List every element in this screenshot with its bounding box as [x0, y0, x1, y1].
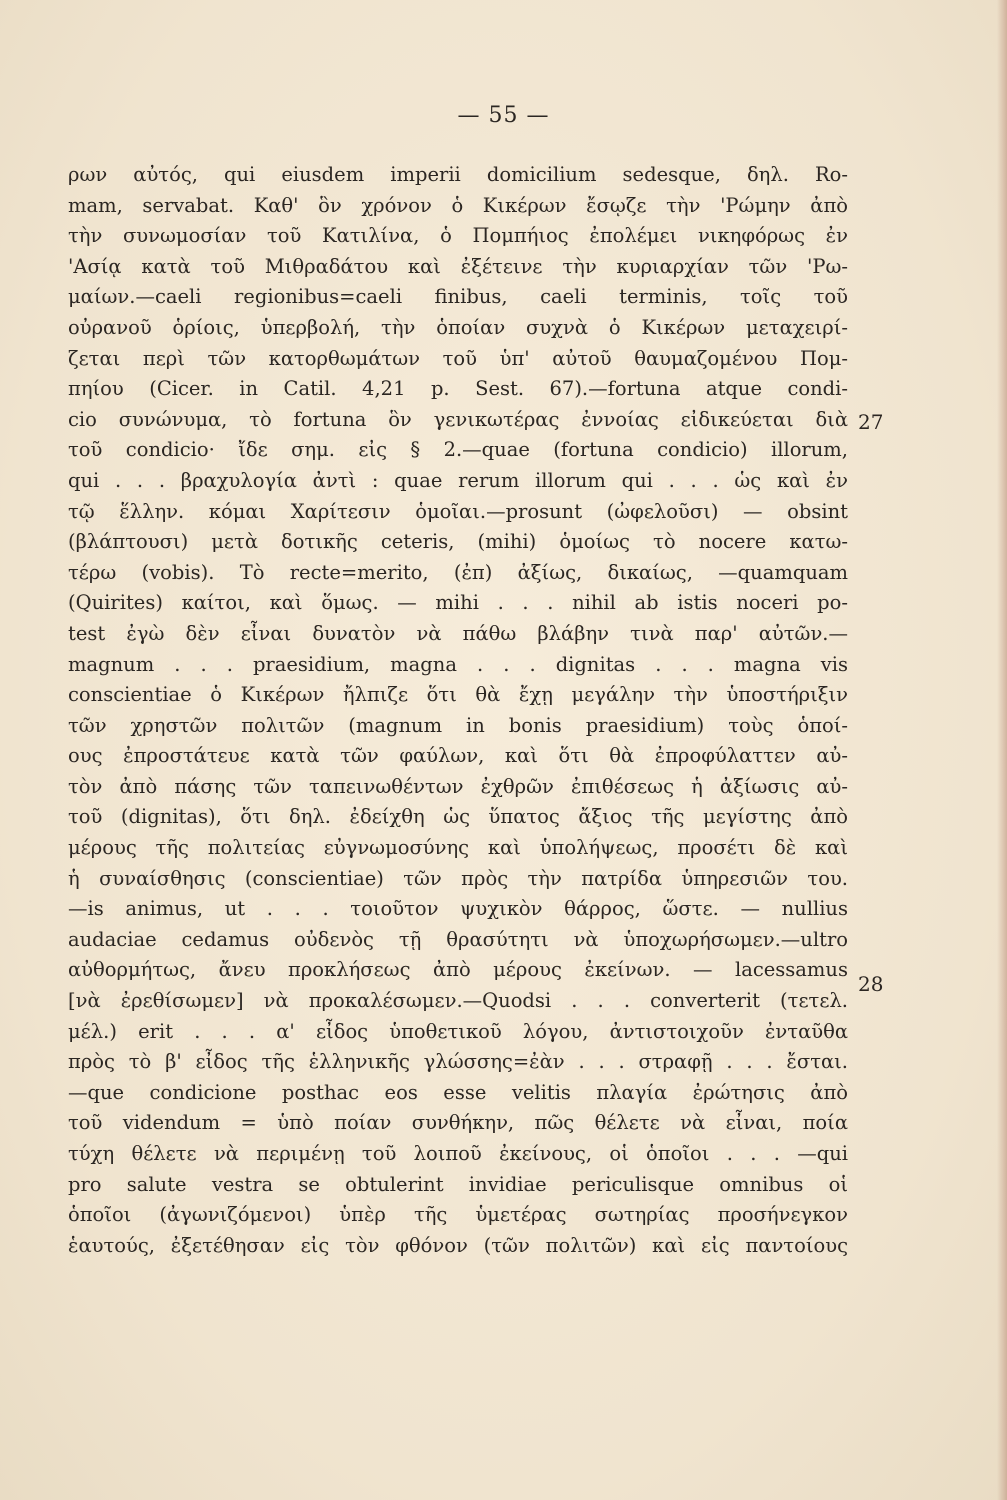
- page-edge: [997, 0, 1007, 1500]
- text-line: —que condicione posthac eos esse velitis πλαγία ἐρώτησις ἀπὸ: [68, 1080, 848, 1104]
- text-line: ζεται περὶ τῶν κατορθωμάτων τοῦ ὑπ' αὐτοῦ θαυμαζομένου Πομ-: [68, 346, 848, 370]
- text-line: τοῦ (dignitas), ὅτι δηλ. ἐδείχθη ὡς ὕπατος ἄξιος τῆς μεγίστης ἀπὸ: [68, 805, 848, 829]
- text-line: τὴν συνωμοσίαν τοῦ Κατιλίνα, ὁ Πομπήιος ἐπολέμει νικηφόρως ἐν: [68, 224, 848, 248]
- text-line: ους ἐπροστάτευε κατὰ τῶν φαύλων, καὶ ὅτι θὰ ἐπροφύλαττεν αὐ-: [68, 744, 848, 768]
- text-line: pro salute vestra se obtulerint invidiae periculisque omnibus οἱ: [68, 1172, 848, 1196]
- text-line: 'Ασίᾳ κατὰ τοῦ Μιθραδάτου καὶ ἐξέτεινε τὴν κυριαρχίαν τῶν 'Ρω-: [68, 254, 848, 278]
- text-line: (βλάπτουσι) μετὰ δοτικῆς ceteris, (mihi) ὁμοίως τὸ nocere κατω-: [68, 530, 848, 554]
- text-line: conscientiae ὁ Κικέρων ἤλπιζε ὅτι θὰ ἔχῃ μεγάλην τὴν ὑποστήριξιν: [68, 683, 848, 707]
- text-line: μαίων.—caeli regionibus=caeli finibus, caeli terminis, τοῖς τοῦ: [68, 285, 848, 309]
- text-line: τύχη θέλετε νὰ περιμένῃ τοῦ λοιποῦ ἐκείνους, οἱ ὁποῖοι . . . —qui: [68, 1142, 848, 1165]
- text-line: —is animus, ut . . . τοιοῦτον ψυχικὸν θάρρος, ὥστε. — nullius: [68, 897, 848, 921]
- text-line: qui . . . βραχυλογία ἀντὶ : quae rerum illorum qui . . . ὡς καὶ ἐν: [68, 468, 848, 492]
- text-line: τὸν ἀπὸ πάσης τῶν ταπεινωθέντων ἐχθρῶν ἐπιθέσεως ἡ ἀξίωσις αὐ-: [68, 774, 848, 798]
- text-line: [νὰ ἐρεθίσωμεν] νὰ προκαλέσωμεν.—Quodsi . . . converterit (τετελ.: [68, 989, 848, 1013]
- text-line: τοῦ videndum = ὑπὸ ποίαν συνθήκην, πῶς θέλετε νὰ εἶναι, ποία: [68, 1111, 848, 1135]
- text-line: τέρω (vobis). Τὸ recte=merito, (ἐπ) ἀξίως, δικαίως, —quamquam: [68, 560, 848, 584]
- text-line: οὐρανοῦ ὁρίοις, ὑπερβολή, τὴν ὁποίαν συχνὰ ὁ Κικέρων μεταχειρί-: [68, 315, 848, 339]
- text-line: ἑαυτούς, ἐξετέθησαν εἰς τὸν φθόνον (τῶν πολιτῶν) καὶ εἰς παντοίους: [68, 1233, 848, 1257]
- text-line: τῷ ἕλλην. κόμαι Χαρίτεσιν ὁμοῖαι.—prosunt (ὠφελοῦσι) — obsint: [68, 499, 848, 523]
- text-line: ὁποῖοι (ἀγωνιζόμενοι) ὑπὲρ τῆς ὑμετέρας σωτηρίας προσήνεγκον: [68, 1203, 848, 1227]
- text-line: cio συνώνυμα, τὸ fortuna ὃν γενικωτέρας ἐννοίας εἰδικεύεται διὰ: [68, 407, 848, 431]
- text-line: (Quirites) καίτοι, καὶ ὅμως. — mihi . . . nihil ab istis noceri po-: [68, 591, 848, 615]
- page-number: — 55 —: [457, 103, 550, 128]
- margin-section-number: 27: [858, 410, 884, 434]
- text-line: πηίου (Cicer. in Catil. 4,21 p. Sest. 67).—fortuna atque condi-: [68, 377, 848, 401]
- text-line: audaciae cedamus οὐδενὸς τῇ θρασύτητι νὰ ὑποχωρήσωμεν.—ultro: [68, 927, 848, 951]
- text-line: test ἐγὼ δὲν εἶναι δυνατὸν νὰ πάθω βλάβην τινὰ παρ' αὐτῶν.—: [68, 621, 848, 645]
- text-line: πρὸς τὸ β' εἶδος τῆς ἑλληνικῆς γλώσσης=ἐὰν . . . στραφῇ . . . ἔσται.: [68, 1050, 848, 1074]
- text-line: μέλ.) erit . . . α' εἶδος ὑποθετικοῦ λόγου, ἀντιστοιχοῦν ἐνταῦθα: [68, 1019, 848, 1043]
- margin-section-number: 28: [858, 972, 884, 996]
- text-line: ἡ συναίσθησις (conscientiae) τῶν πρὸς τὴν πατρίδα ὑπηρεσιῶν του.: [68, 866, 848, 890]
- text-line: ρων αὐτός, qui eiusdem imperii domicilium sedesque, δηλ. Ro-: [68, 163, 848, 186]
- text-line: magnum . . . praesidium, magna . . . dignitas . . . magna vis: [68, 652, 848, 676]
- text-line: τοῦ condicio· ἴδε σημ. εἰς § 2.—quae (fortuna condicio) illorum,: [68, 438, 848, 462]
- text-line: μέρους τῆς πολιτείας εὐγνωμοσύνης καὶ ὑπολήψεως, προσέτι δὲ καὶ: [68, 836, 848, 860]
- text-line: mam, servabat. Καθ' ὃν χρόνον ὁ Κικέρων ἔσῳζε τὴν 'Ρώμην ἀπὸ: [68, 193, 848, 217]
- text-line: τῶν χρηστῶν πολιτῶν (magnum in bonis praesidium) τοὺς ὁποί-: [68, 713, 848, 737]
- commentary-text: [68, 160, 848, 1261]
- text-line: αὐθορμήτως, ἄνευ προκλήσεως ἀπὸ μέρους ἐκείνων. — lacessamus: [68, 958, 848, 982]
